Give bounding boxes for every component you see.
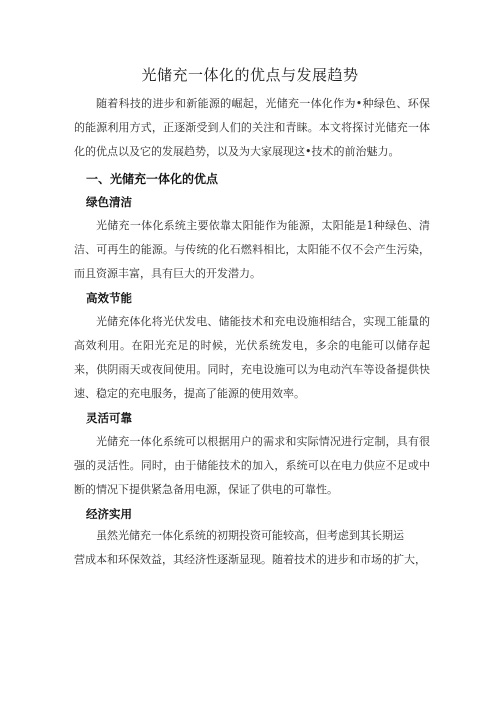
page-title: 光储充一体化的优点与发展趋势	[141, 66, 359, 84]
paragraph-flexible-reliable: 光储充一体化系统可以根据用户的需求和实际情况进行定制，具有很强的灵活性。同时，由于储能技术的加入，系统可以在电力供应不足或中断的情况下提供紧急备用电源，保证了供电的可靠性。	[74, 435, 430, 496]
intro-paragraph: 随着科技的进步和新能源的崛起，光储充一体化作为•种绿色、环保的能源利用方式，正逐渐受到人们的关注和青睐。本文将探讨光储充一体化的优点以及它的发展趋势，以及为大家展现这•技术的前治魅力。	[74, 97, 430, 158]
subheading-green-clean: 绿色清洁	[86, 195, 132, 209]
section-heading-advantages: 一、光储充一体化的优点	[86, 172, 219, 186]
subheading-economic: 经济实用	[86, 507, 132, 521]
paragraph-economic	[74, 524, 430, 572]
paragraph-green-clean: 光储充一体化系统主要依靠太阳能作为能源，太阳能是1种绿色、清洁、可再生的能源。与传统的化石燃料相比，太阳能不仅不会产生污染，而且资源丰富，具有巨大的开发潜力。	[74, 219, 430, 280]
document-body	[74, 92, 430, 572]
subheading-flexible-reliable: 灵活可靠	[86, 411, 132, 425]
subheading-efficient: 高效节能	[86, 291, 132, 305]
paragraph-economic-line-2: 营成本和环保效益，其经济性逐渐显现。随着技术的进步和市场的扩大，	[74, 553, 426, 566]
paragraph-economic-line-1: 虽然光储充一体化系统的初期投资可能较高，但考虑到其长期运	[96, 529, 404, 542]
paragraph-efficient: 光储充体化将光伏发电、储能技术和充电设施相结合，实现工能量的高效利用。在阳光充足的时候，光伏系统发电，多余的电能可以储存起来，供阴雨天或夜间使用。同时，充电设施可以为电动汽车等设备提供快速、稳定的充电服务，提高了能源的使用效率。	[74, 315, 430, 400]
